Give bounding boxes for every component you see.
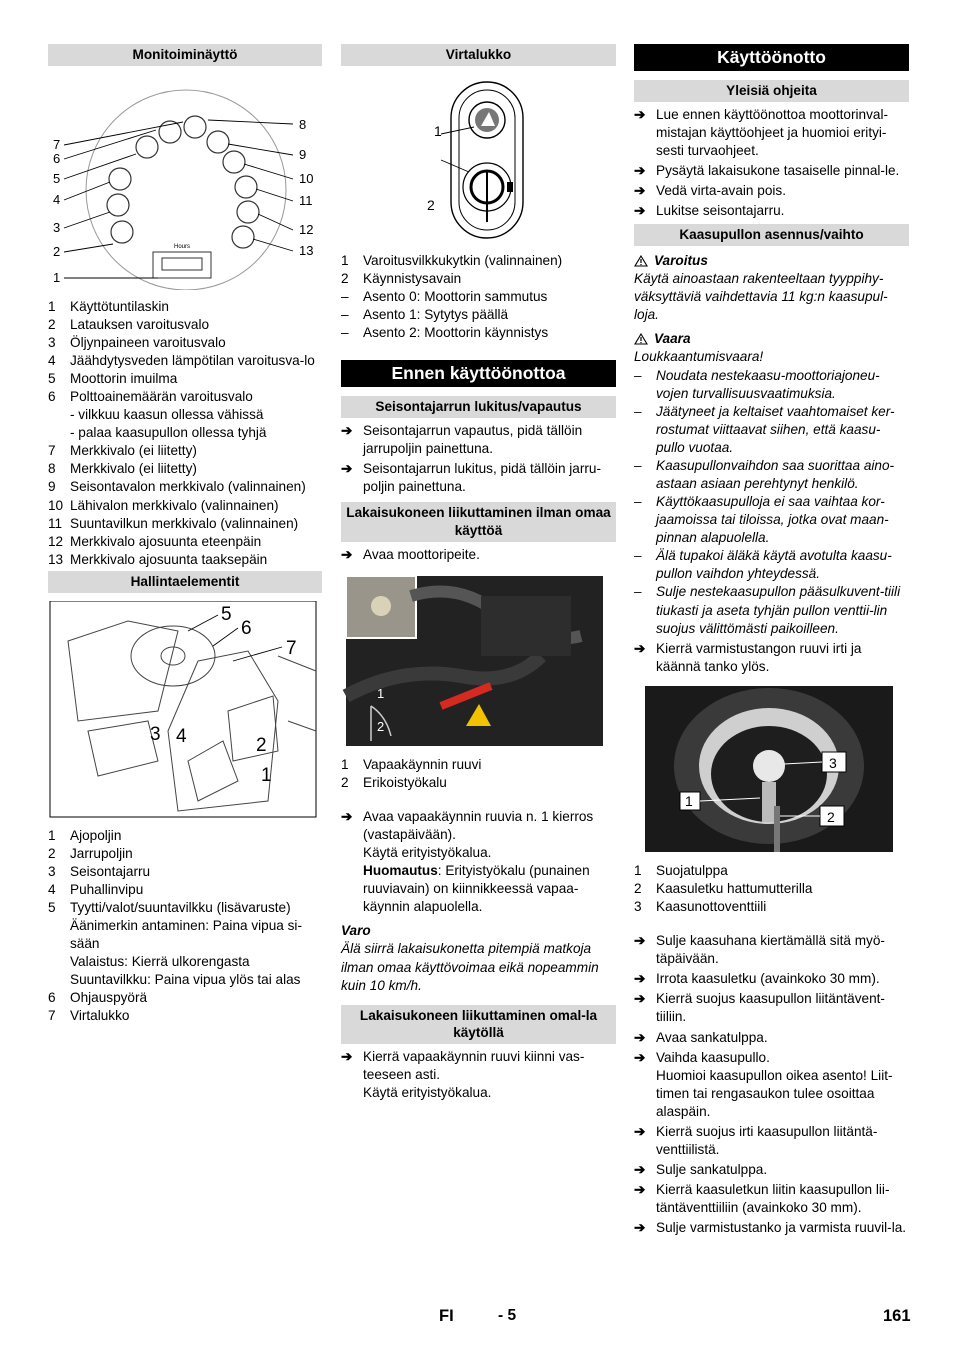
list-item [341, 270, 616, 288]
list-item [634, 403, 909, 457]
footer-page-local: - 5 [498, 1307, 517, 1324]
section-header-multidisplay: Monitoiminäyttö [48, 44, 322, 66]
item-number: 9 [48, 479, 56, 495]
item-number: – [341, 306, 349, 322]
list-item [48, 442, 322, 460]
item-number: – [634, 457, 642, 473]
warning-heading: Varoitus [634, 252, 909, 270]
svg-text:11: 11 [299, 192, 313, 208]
right-arrow-icon: ➔ [634, 106, 646, 122]
section-header-move-with-drive: Lakaisukoneen liikuttaminen omal-la käytöllä [341, 1005, 616, 1044]
item-number: 8 [48, 461, 56, 477]
column-1 [48, 44, 322, 1025]
instruction-step: ➔ Seisontajarrun vapautus, pidä tällöin jarrupoljin painettuna. [341, 422, 616, 458]
list-item [48, 989, 322, 1007]
step-open-hood: ➔ Avaa moottoripeite. [341, 546, 616, 564]
item-number: 2 [341, 774, 349, 790]
item-text: Ohjauspyörä [70, 990, 148, 1006]
item-number: – [634, 494, 642, 510]
item-number: 1 [341, 756, 349, 772]
list-item [48, 497, 322, 515]
right-arrow-icon: ➔ [634, 183, 646, 199]
svg-text:6: 6 [241, 617, 252, 639]
gas-valve-photo [634, 686, 909, 854]
svg-text:1: 1 [53, 269, 61, 285]
item-number: 1 [48, 827, 56, 843]
section-header-ignition: Virtalukko [341, 44, 616, 66]
column-2 [341, 44, 616, 1102]
list-item [634, 583, 909, 637]
item-number: 11 [48, 515, 63, 531]
right-arrow-icon: ➔ [341, 546, 353, 562]
step-use-tool: Käytä erityistyökalua. [363, 845, 492, 861]
gas-steps-2 [634, 1123, 909, 1237]
svg-text:1: 1 [685, 792, 693, 809]
danger-heading: Vaara [634, 330, 909, 348]
svg-text:9: 9 [299, 146, 307, 162]
section-header-controls: Hallintaelementit [48, 571, 322, 593]
item-text: Käynnistysavain [363, 270, 462, 286]
item-number [48, 971, 70, 989]
list-item [634, 493, 909, 547]
svg-text:4: 4 [176, 725, 187, 747]
list-item [634, 547, 909, 583]
item-text: Valaistus: Kierrä ulkorengasta [70, 954, 250, 970]
item-number: 4 [48, 881, 56, 897]
instruction-step: ➔ Sulje kaasuhana kiertämällä sitä myö-täpäivään. [634, 932, 909, 968]
item-number: 2 [48, 316, 56, 332]
right-arrow-icon: ➔ [634, 933, 646, 949]
item-text: Seisontajarru [70, 863, 151, 879]
ignition-diagram [341, 72, 616, 244]
list-item [48, 370, 322, 388]
item-text: Suuntavilkku: Paina vipua ylös tai alas [70, 972, 301, 988]
list-item [48, 352, 322, 370]
instruction-step: ➔ Sulje varmistustanko ja varmista ruuvil-la. [634, 1219, 909, 1237]
section-header-move-without-drive: Lakaisukoneen liikuttaminen ilman omaa käyttöä [341, 502, 616, 541]
list-item [341, 306, 616, 324]
controls-diagram [48, 601, 318, 819]
item-number: 5 [48, 370, 56, 386]
caution-label: Varo [341, 923, 371, 939]
item-number: 2 [634, 880, 642, 896]
item-number: 3 [634, 899, 642, 915]
instruction-step: ➔ Kierrä suojus irti kaasupullon liitäntä-venttiilistä. [634, 1123, 909, 1159]
svg-text:8: 8 [299, 116, 307, 132]
item-number: 1 [48, 298, 56, 314]
svg-text:3: 3 [150, 723, 161, 745]
ignition-figure [341, 72, 616, 244]
list-item [634, 880, 909, 898]
multidisplay-legend [48, 298, 322, 569]
item-text: Moottorin imuilma [70, 370, 178, 386]
item-text: Kaasuletku hattumutterilla [656, 880, 813, 896]
item-text: Ajopoljin [70, 827, 122, 843]
svg-text:5: 5 [53, 170, 61, 186]
item-number [48, 424, 70, 442]
item-text: Asento 1: Sytytys päällä [363, 306, 509, 322]
section-header-parking-brake: Seisontajarrun lukitus/vapautus [341, 396, 616, 418]
warning-triangle-icon [634, 333, 648, 345]
item-text: Tyytti/valot/suuntavilkku (lisävaruste) [70, 899, 291, 915]
item-text: Kaasupullonvaihdon saa suorittaa aino-astaan asiaan perehtynyt henkilö. [656, 457, 895, 492]
right-arrow-icon: ➔ [634, 1049, 646, 1065]
note-tool: Huomautus: Erityistyökalu (punainen ruuviavain) on kiinnikkeessä vapaa-käynnin alapuolella. [363, 863, 590, 915]
item-text: - vilkkuu kaasun ollessa vähissä [70, 407, 264, 423]
item-text: Merkkivalo (ei liitetty) [70, 461, 197, 477]
item-number: – [634, 403, 642, 419]
item-number: 4 [48, 352, 56, 368]
svg-text:10: 10 [299, 170, 314, 186]
controls-figure [48, 601, 322, 819]
instruction-step: ➔ Kierrä suojus kaasupullon liitäntävent-tiiliin. [634, 990, 909, 1026]
column-3 [634, 44, 909, 1237]
right-arrow-icon: ➔ [634, 1162, 646, 1178]
svg-text:5: 5 [221, 603, 232, 625]
item-number: 2 [48, 845, 56, 861]
right-arrow-icon: ➔ [634, 1220, 646, 1236]
instruction-step: ➔ Kierrä kaasuletkun liitin kaasupullon lii-täntäventtiiliin (avainkoko 30 mm). [634, 1181, 909, 1217]
right-arrow-icon: ➔ [634, 203, 646, 219]
svg-text:7: 7 [53, 136, 61, 152]
item-text: Latauksen varoitusvalo [70, 316, 210, 332]
footer-page-number: 161 [883, 1307, 911, 1325]
list-item [48, 406, 322, 424]
item-number: 5 [48, 899, 56, 915]
list-item [48, 953, 322, 971]
list-item [341, 324, 616, 342]
item-number: – [634, 548, 642, 564]
step-use-tool-2: Käytä erityistyökalua. [363, 1085, 492, 1101]
instruction-step: ➔ Seisontajarrun lukitus, pidä tällöin jarru-poljin painettuna. [341, 460, 616, 496]
item-text: Puhallinvipu [70, 881, 144, 897]
list-item [48, 971, 322, 989]
item-number: 10 [48, 497, 64, 513]
controls-legend [48, 827, 322, 1026]
list-item [48, 917, 322, 953]
svg-text:1: 1 [261, 764, 272, 786]
multidisplay-diagram [48, 72, 322, 290]
list-item [48, 460, 322, 478]
list-item [634, 862, 909, 880]
item-number: 2 [341, 270, 349, 286]
list-item [341, 252, 616, 270]
gas-valve-photo-drawing [634, 686, 896, 854]
item-number: 1 [634, 862, 642, 878]
item-text: Jäätyneet ja keltaiset vaahtomaiset ker-rostumat viittaavat siihen, että kaasu-pullo vuotaa. [656, 403, 895, 455]
right-arrow-icon: ➔ [341, 1049, 353, 1065]
section-header-gas-cylinder: Kaasupullon asennus/vaihto [634, 224, 909, 246]
list-item [634, 457, 909, 493]
item-text: Varoitusvilkkukytkin (valinnainen) [363, 252, 563, 268]
item-text: Öljynpaineen varoitusvalo [70, 334, 226, 350]
engine-legend [341, 756, 616, 792]
footer-language: FI [439, 1307, 454, 1325]
svg-text:4: 4 [53, 191, 61, 207]
item-number: 13 [48, 551, 64, 567]
list-item [48, 388, 322, 406]
warning-text: Käytä ainoastaan rakenteeltaan tyyppihy-väksyttäviä vaihdettavia 11 kg:n kaasupul-loja. [634, 271, 888, 323]
list-item [341, 774, 616, 792]
list-item [48, 881, 322, 899]
instruction-step: ➔ Sulje sankatulppa. [634, 1161, 909, 1179]
list-item [341, 756, 616, 774]
warning-triangle-icon [634, 255, 648, 267]
item-text: Käyttötuntilaskin [70, 298, 169, 314]
svg-text:6: 6 [53, 150, 61, 166]
svg-text:2: 2 [377, 718, 385, 734]
item-text: Seisontavalon merkkivalo (valinnainen) [70, 479, 306, 495]
list-item [48, 334, 322, 352]
item-number [48, 406, 70, 424]
caution-text: Älä siirrä lakaisukonetta pitempiä matkoja ilman omaa käyttövoimaa eikä nopeammin kuin 10 km/h. [341, 941, 599, 993]
right-arrow-icon: ➔ [634, 991, 646, 1007]
svg-text:2: 2 [256, 734, 267, 756]
step-loosen-screw: ➔ Avaa vapaakäynnin ruuvia n. 1 kierros (vastapäivään). [341, 808, 616, 844]
list-item [341, 288, 616, 306]
svg-text:3: 3 [829, 754, 837, 771]
section-header-before-operation: Ennen käyttöönottoa [341, 360, 616, 387]
item-number: 12 [48, 533, 64, 549]
item-text: Noudata nestekaasu-moottoriajoneu-vojen turvallisuusvaatimuksia. [656, 367, 880, 401]
item-number: 7 [48, 443, 56, 459]
item-text: Jäähdytysveden lämpötilan varoitusva-lo [70, 352, 315, 368]
list-item [48, 515, 322, 533]
svg-text:13: 13 [299, 242, 314, 258]
item-number: – [341, 288, 349, 304]
item-number: 6 [48, 990, 56, 1006]
svg-text:3: 3 [53, 219, 61, 235]
item-text: Polttoainemäärän varoitusvalo [70, 389, 253, 405]
parking-steps [341, 422, 616, 496]
list-item [48, 533, 322, 551]
item-number [48, 953, 70, 971]
right-arrow-icon: ➔ [634, 1123, 646, 1139]
item-number: 7 [48, 1008, 56, 1024]
item-number: 3 [48, 334, 56, 350]
list-item [48, 899, 322, 917]
item-text: Suuntavilkun merkkivalo (valinnainen) [70, 515, 299, 531]
svg-text:2: 2 [827, 808, 835, 825]
general-steps [634, 106, 909, 220]
item-number: 6 [48, 389, 56, 405]
list-item [48, 478, 322, 496]
item-text: Suojatulppa [656, 862, 728, 878]
instruction-step: ➔ Irrota kaasuletku (avainkoko 30 mm). [634, 970, 909, 988]
step-tighten-screw: ➔ Kierrä vapaakäynnin ruuvi kiinni vas-teeseen asti. [341, 1048, 616, 1084]
svg-text:2: 2 [53, 243, 61, 259]
list-item [48, 827, 322, 845]
list-item [48, 298, 322, 316]
right-arrow-icon: ➔ [634, 1182, 646, 1198]
danger-intro: Loukkaantumisvaara! [634, 349, 764, 365]
item-text: Kaasunottoventtiili [656, 899, 767, 915]
item-text: Äänimerkin antaminen: Paina vipua si-sään [70, 917, 302, 951]
list-item [48, 845, 322, 863]
item-text: Sulje nestekaasupullon pääsulkuvent-tiili tiukasti ja aseta tyhjän pullon venttii-lin suojus välittömästi paikoilleen. [656, 584, 901, 636]
item-number: – [634, 584, 642, 600]
gas-steps [634, 932, 909, 1067]
svg-text:1: 1 [434, 122, 442, 139]
item-text: Asento 0: Moottorin sammutus [363, 288, 548, 304]
instruction-step: ➔ Vedä virta-avain pois. [634, 182, 909, 200]
right-arrow-icon: ➔ [634, 640, 646, 656]
right-arrow-icon: ➔ [634, 1029, 646, 1045]
instruction-step: ➔ Pysäytä lakaisukone tasaiselle pinnal-le. [634, 162, 909, 180]
item-text: Merkkivalo ajosuunta taaksepäin [70, 551, 268, 567]
item-text: Virtalukko [70, 1008, 130, 1024]
item-text: Merkkivalo ajosuunta eteenpäin [70, 533, 262, 549]
multidisplay-figure [48, 72, 322, 290]
instruction-step: ➔ Avaa sankatulppa. [634, 1029, 909, 1047]
item-text: Lähivalon merkkivalo (valinnainen) [70, 497, 279, 513]
list-item [48, 316, 322, 334]
instruction-step: ➔ Lue ennen käyttöönottoa moottorinval-mistajan käyttöohjeet ja huomioi erityi-sesti turvaohjeet. [634, 106, 909, 160]
item-number [48, 917, 70, 953]
item-text: Erikoistyökalu [363, 774, 447, 790]
item-number: 1 [341, 252, 349, 268]
ignition-legend [341, 252, 616, 342]
gas-valve-legend [634, 862, 909, 916]
engine-photo [341, 576, 616, 748]
svg-text:1: 1 [377, 685, 385, 701]
svg-text:2: 2 [427, 196, 435, 213]
list-item [634, 898, 909, 916]
section-header-general: Yleisiä ohjeita [634, 80, 909, 102]
item-text: - palaa kaasupullon ollessa tyhjä [70, 425, 267, 441]
right-arrow-icon: ➔ [341, 423, 353, 438]
right-arrow-icon: ➔ [341, 808, 353, 824]
svg-text:7: 7 [286, 637, 297, 659]
danger-list [634, 367, 909, 638]
item-number: – [634, 367, 642, 383]
item-text: Käyttökaasupulloja ei saa vaihtaa kor-jaamoissa tai tiloissa, jotka ovat maan-pinnan alapuolella. [656, 494, 889, 546]
right-arrow-icon: ➔ [341, 461, 353, 477]
item-text: Vapaakäynnin ruuvi [363, 756, 482, 772]
item-text: Merkkivalo (ei liitetty) [70, 443, 197, 459]
svg-text:12: 12 [299, 221, 314, 237]
section-header-operation: Käyttöönotto [634, 44, 909, 71]
list-item [48, 551, 322, 569]
item-text: Jarrupoljin [70, 845, 133, 861]
gas-note: Huomioi kaasupullon oikea asento! Liit-timen tai rengasaukon tulee osoittaa alaspäin. [656, 1067, 893, 1119]
right-arrow-icon: ➔ [634, 163, 646, 179]
hours-label: Hours [174, 243, 191, 250]
step-unscrew-bar: ➔ Kierrä varmistustangon ruuvi irti ja käännä tanko ylös. [634, 640, 909, 676]
right-arrow-icon: ➔ [634, 971, 646, 987]
engine-photo-drawing [341, 576, 603, 748]
list-item [48, 863, 322, 881]
item-number: 3 [48, 863, 56, 879]
item-text: Asento 2: Moottorin käynnistys [363, 324, 549, 340]
instruction-step: ➔ Vaihda kaasupullo. [634, 1049, 909, 1067]
item-text: Älä tupakoi äläkä käytä avotulta kaasu-pullon vaihdon yhteydessä. [656, 548, 892, 582]
list-item [634, 367, 909, 403]
instruction-step: ➔ Lukitse seisontajarru. [634, 202, 909, 220]
list-item [48, 424, 322, 442]
list-item [48, 1007, 322, 1025]
item-number: – [341, 324, 349, 340]
